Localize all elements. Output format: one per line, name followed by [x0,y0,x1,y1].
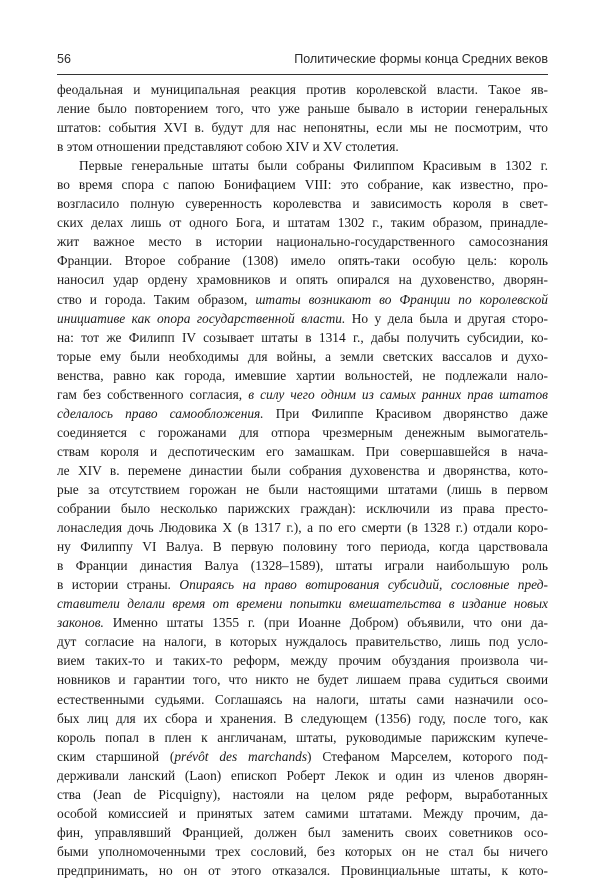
text-line [57,594,548,613]
text-line: король попал в плен к англичанам, штаты, руководимые парижским купече- [57,729,548,745]
text-line: в этом отношении представляют собою XIV и XV столетия. [57,139,399,155]
text-line: во время спора с папою Бонифацием VIII: это собрание, как известно, про- [57,177,548,193]
text-line: ле XIV в. перемене династии были собрания духовенства и дворянства, кото- [57,462,548,478]
text-line: ствам короля и деспотическим его замашкам. При совершавшейся в нача- [57,443,548,459]
text-line: особой комиссией и принятых затем самими штатами. Между прочим, да- [57,805,548,821]
emphasis: ставители делали время от времени попытки вмешательства в издание новых [57,596,548,612]
page-header [57,52,548,70]
text-line: наносил удар ордену храмовников и опять опирался на духовенство, дворян- [57,272,548,288]
text-line: Франции. Второе собрание (1308) имело опять-таки особую цель: король [57,253,548,269]
text-line: инициативе как опора государственной власти. Но у дела была и другая сторо- [57,310,548,326]
text-line: держивали ланский (Laon) епископ Роберт Лекок и один из членов дворян- [57,767,548,783]
text-line: ским старшиной (prévôt des marchands) Стефаном Марселем, которого под- [57,748,548,764]
emphasis: штаты возникают во Франции по королевской [255,291,548,307]
emphasis: prévôt des marchands [174,748,308,764]
text-line: торые ему были необходимы для войны, а земли светских вассалов и духо- [57,348,548,364]
text-line: фин, управлявший Францией, должен был заменить своих советников осо- [57,824,548,840]
page-number: 56 [57,52,71,66]
text-line: лонаследия дочь Людовика X (в 1317 г.), а по его смерти (в 1328 г.) отдали коро- [57,520,548,536]
text-line: ство и города. Таким образом, штаты возникают во Франции по королевской [57,291,548,307]
emphasis: в силу чего одним из самых ранних прав штатов [248,386,548,402]
emphasis: инициативе как опора государственной власти. [57,310,346,326]
text-line: сделалось право самообложения. При Филиппе Красивом дворянство даже [57,405,548,421]
text-line: возгласило полную суверенность королевства и зависимость короля в свет- [57,196,548,212]
text-line: ских делах лишь от одного Бога, и штатам 1302 г., таким образом, принадле- [57,215,548,231]
text-line: новников и гарантии того, что никто не будет лишаем права судиться своими [57,672,548,688]
body-text [57,80,548,880]
emphasis: Опираясь на право вотирования субсидий, сословные пред- [179,577,549,593]
text-line: штатов: события XVI в. будут для нас непонятны, если мы не посмотрим, что [57,120,548,136]
text-line: жит важное место в истории национально-государственного самосознания [57,234,548,250]
text-line: на: тот же Филипп IV созывает штаты в 1314 г., дабы получить субсидии, ко- [57,329,548,345]
text-line: естественными судьями. Соглашаясь на налоги, штаты сами назначили осо- [57,691,548,707]
emphasis: законов. [57,615,104,631]
emphasis: сделалось право самообложения. [57,405,264,421]
running-title: Политические формы конца Средних веков [294,52,548,66]
text-line: предпринимать, но он от этого отказался. Провинциальные штаты, к кото- [57,862,548,878]
text-line: быми уполномоченными трех сословий, без которых он не стал бы ничего [57,843,548,859]
text-line: в Франции династия Валуа (1328–1589), штаты играли наибольшую роль [57,558,548,574]
text-line: ление было повторением того, что уже раньше бывало в истории генеральных [57,101,548,117]
text-line: ства (Jean de Picquigny), настояли на целом ряде реформ, выработанных [57,786,548,802]
text-line: законов. Именно штаты 1355 г. (при Иоанне Добром) объявили, что они да- [57,615,548,631]
text-line: ну Филиппу VI Валуа. В первую половину того периода, когда царствовала [57,539,548,555]
text-line: вием таких-то и таких-то реформ, между прочим обуздания произвола чи- [57,653,548,669]
text-line: гам без собственного согласия, в силу чего одним из самых ранних прав штатов [57,386,548,402]
text-line: венства, равно как города, имевшие хартии вольностей, не подлежали нало- [57,367,548,383]
text-line: бых лиц для их сбора и хранения. В следующем (1356) году, после того, как [57,710,548,726]
text-line: соединяется с горожанами для отпора чрезмерным денежным вымогатель- [57,424,548,440]
text-line: дут согласие на налоги, в которых нуждалось правительство, лишь под усло- [57,634,548,650]
text-line: в истории страны. Опираясь на право вотирования субсидий, сословные пред- [57,577,549,593]
text-line: Первые генеральные штаты были собраны Филиппом Красивым в 1302 г. [79,158,548,174]
header-rule [57,74,548,75]
text-line: рые за отсутствием горожан не были настоящими штатами (лишь в первом [57,481,548,497]
text-line: собрании было несколько парижских граждан): исключили из права престо- [57,501,548,517]
text-line: феодальная и муниципальная реакция против королевской власти. Такое яв- [57,82,548,97]
